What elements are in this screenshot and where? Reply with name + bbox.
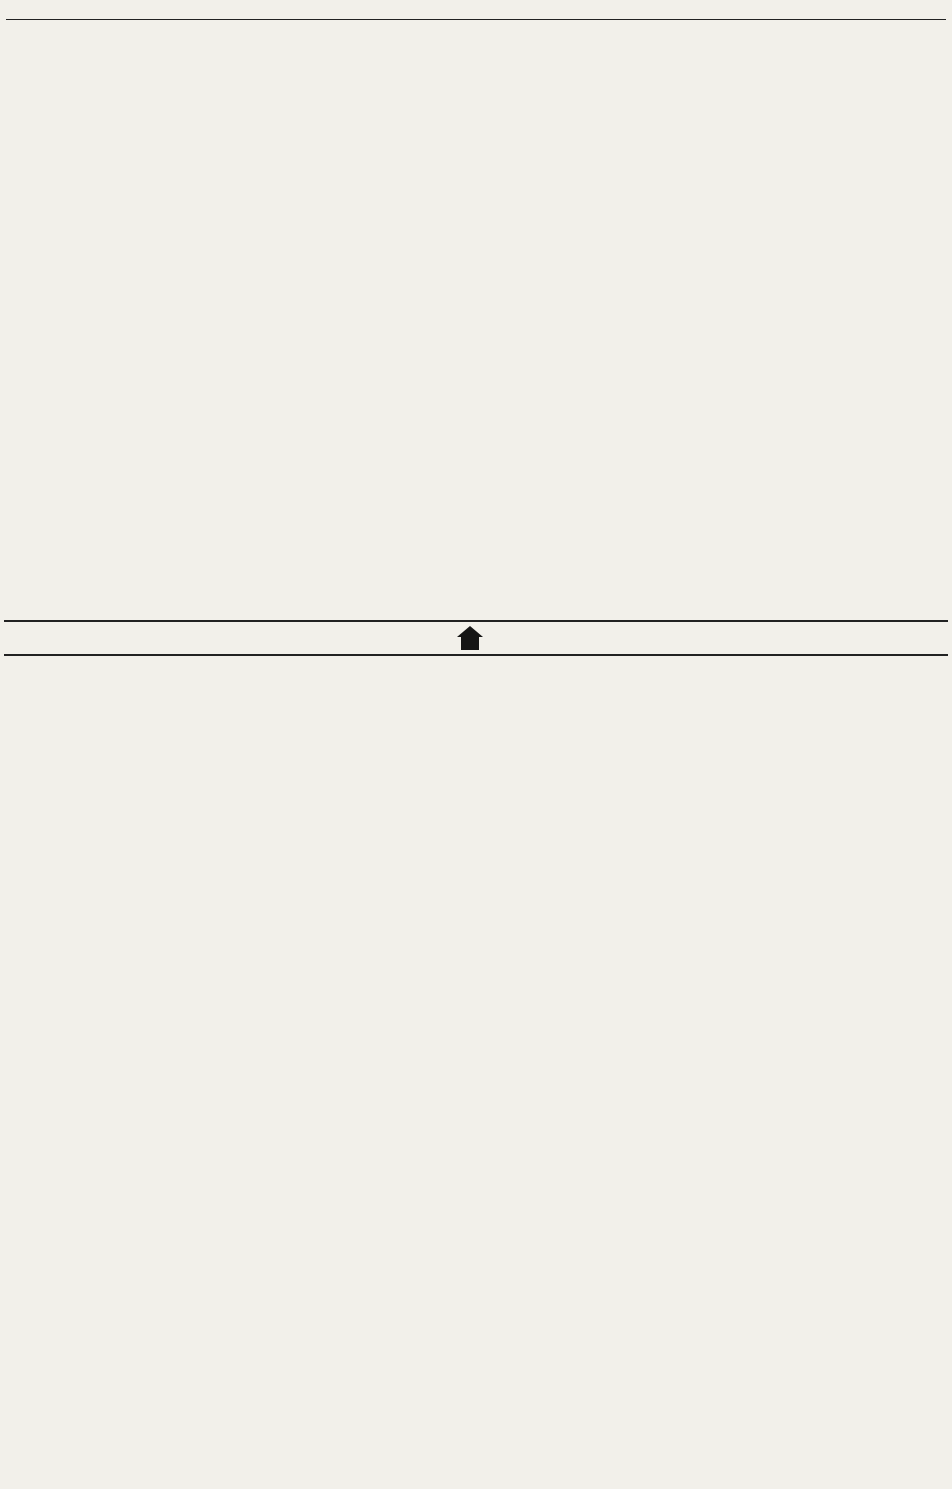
home-service-guide-banner: [4, 620, 948, 656]
running-header: [6, 6, 946, 20]
service-guide-columns: [4, 672, 948, 1484]
house-icon: [457, 626, 483, 650]
deadlines-line: [4, 658, 948, 670]
classified-columns: [4, 22, 948, 618]
